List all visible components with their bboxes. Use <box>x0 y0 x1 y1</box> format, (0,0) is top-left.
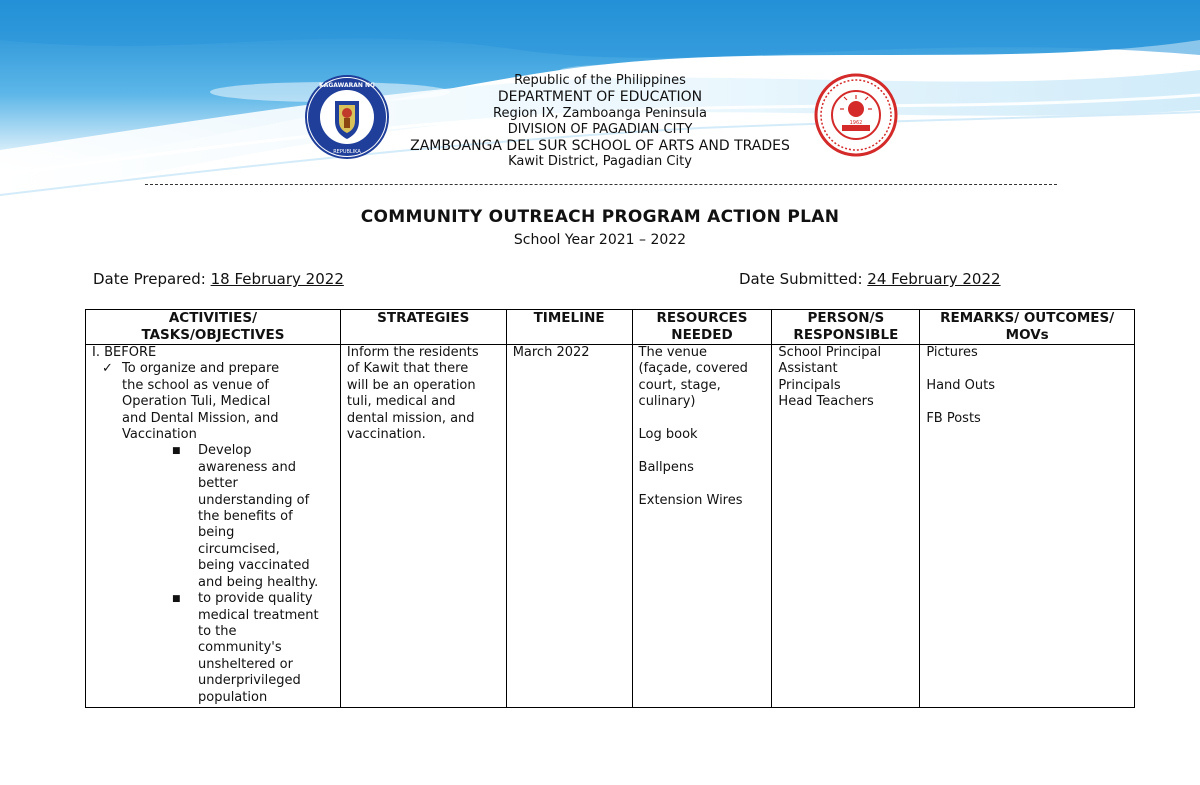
header-resources: RESOURCES NEEDED <box>632 310 772 345</box>
date-prepared-value: 18 February 2022 <box>210 270 344 288</box>
square-bullet-icon: ■ <box>172 446 181 457</box>
svg-text:1962: 1962 <box>849 120 863 126</box>
svg-text:REPUBLIKA: REPUBLIKA <box>333 149 361 155</box>
letterhead-republic: Republic of the Philippines <box>514 73 686 88</box>
table-header-row <box>86 310 1135 345</box>
date-submitted-value: 24 February 2022 <box>867 270 1001 288</box>
date-submitted-label: Date Submitted: <box>739 270 868 288</box>
cell-strategies: Inform the residents of Kawit that there will be an operation tuli, medical and dental mission, and vaccination. <box>340 345 506 708</box>
check-mark-icon: ✓ <box>102 361 113 377</box>
document-subtitle: School Year 2021 – 2022 <box>513 232 687 248</box>
date-submitted <box>739 270 1001 288</box>
activity-heading: I. BEFORE <box>92 345 157 360</box>
cell-activities: I. BEFORE ✓ To organize and prepare the school as venue of Operation Tuli, Medical and Dental Mission, and Vaccination ■ Develop awareness and better understanding of the benefits of being circumcised, being vaccinated and being healthy. ■ to provide quality medical treatment to the community's unsheltered or underprivileged population <box>86 345 341 708</box>
square-bullet-icon: ■ <box>172 594 181 605</box>
letterhead-district: Kawit District, Pagadian City <box>508 154 692 170</box>
svg-text:KAGAWARAN NG: KAGAWARAN NG <box>319 82 375 89</box>
letterhead-department: DEPARTMENT OF EDUCATION <box>497 89 703 106</box>
letterhead-division: DIVISION OF PAGADIAN CITY <box>507 121 693 137</box>
header-activities: ACTIVITIES/ TASKS/OBJECTIVES <box>86 310 341 345</box>
header-persons: PERSON/S RESPONSIBLE <box>772 310 920 345</box>
letterhead-school: ZAMBOANGA DEL SUR SCHOOL OF ARTS AND TRADES <box>410 138 790 155</box>
cell-remarks: Pictures Hand Outs FB Posts <box>920 345 1135 708</box>
header-timeline: TIMELINE <box>506 310 632 345</box>
letterhead-region: Region IX, Zamboanga Peninsula <box>493 105 707 121</box>
header-remarks: REMARKS/ OUTCOMES/ MOVs <box>920 310 1135 345</box>
table-row <box>86 345 1135 708</box>
date-prepared <box>93 270 344 288</box>
letterhead <box>390 73 810 171</box>
action-plan-table <box>85 309 1135 708</box>
deped-seal-logo <box>305 75 389 159</box>
school-seal-logo <box>814 73 898 157</box>
header-divider <box>145 184 1057 185</box>
cell-timeline: March 2022 <box>506 345 632 708</box>
document-title: COMMUNITY OUTREACH PROGRAM ACTION PLAN <box>360 207 840 227</box>
cell-persons: School Principal Assistant Principals Head Teachers <box>772 345 920 708</box>
cell-resources: The venue (façade, covered court, stage, culinary) Log book Ballpens Extension Wires <box>632 345 772 708</box>
header-strategies: STRATEGIES <box>340 310 506 345</box>
date-prepared-label: Date Prepared: <box>93 270 211 288</box>
